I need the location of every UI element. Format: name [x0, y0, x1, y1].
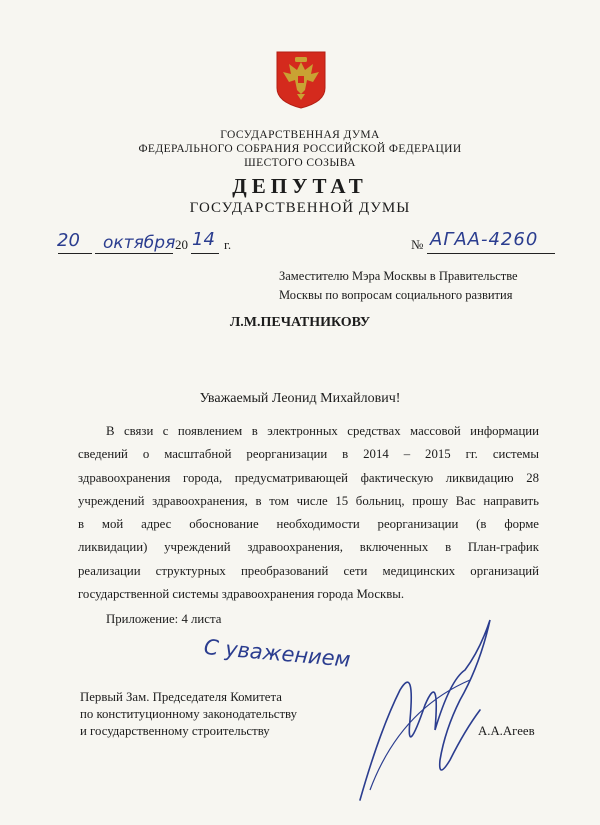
- body-line: ликвидации) учреждений здравоохранения, включенных в План-график: [78, 540, 539, 555]
- doc-number-label: №: [411, 237, 424, 252]
- body-line: государственной системы здравоохранения города Москвы.: [78, 587, 405, 602]
- attachment-note: Приложение: 4 листа: [106, 612, 222, 626]
- body-line: реализации структурных преобразований сети медицинских организаций: [78, 563, 539, 578]
- org-line-3: ШЕСТОГО СОЗЫВА: [244, 157, 356, 169]
- org-line-2: ФЕДЕРАЛЬНОГО СОБРАНИЯ РОССИЙСКОЙ ФЕДЕРАЦИИ: [138, 143, 462, 155]
- handwritten-closing: С уважением: [202, 635, 352, 672]
- letterhead-title: ДЕПУТАТ: [232, 174, 368, 198]
- date-month: октября: [103, 233, 176, 253]
- signature-scribble: [340, 610, 510, 810]
- signatory-title-line-3: и государственному строительству: [80, 724, 270, 738]
- date-year-abbr: г.: [224, 237, 232, 252]
- body-line: в мой адрес обоснование необходимости реорганизации (в форме: [78, 517, 539, 532]
- signatory-title-line-2: по конституционному законодательству: [80, 707, 298, 721]
- body-line: здравоохранения города, предусматривающей фактическую ликвидацию 28: [78, 470, 539, 485]
- greeting: Уважаемый Леонид Михайлович!: [199, 391, 401, 406]
- body-line: В связи с появлением в электронных средствах массовой информации: [106, 424, 539, 438]
- date-year-prefix: 20: [175, 237, 188, 252]
- body-paragraph: [78, 420, 539, 606]
- date-year-suffix: 14: [192, 229, 215, 250]
- signatory-title-line-1: Первый Зам. Председателя Комитета: [80, 690, 282, 704]
- date-day: 20: [57, 230, 80, 251]
- org-line-1: ГОСУДАРСТВЕННАЯ ДУМА: [220, 129, 380, 141]
- letterhead-subtitle: ГОСУДАРСТВЕННОЙ ДУМЫ: [189, 200, 411, 216]
- signatory-name: А.А.Агеев: [478, 724, 535, 738]
- doc-number: АГАА-4260: [430, 229, 539, 250]
- recipient-name: Л.М.ПЕЧАТНИКОВУ: [229, 315, 371, 330]
- coat-of-arms-icon: [275, 50, 327, 110]
- body-line: учреждений здравоохранения, в том числе 15 больниц, прошу Вас направить: [78, 493, 539, 508]
- recipient-line-2: Москвы по вопросам социального развития: [279, 288, 513, 302]
- body-line: сведений о масштабной реорганизации в 2014 – 2015 гг. системы: [78, 447, 539, 462]
- recipient-line-1: Заместителю Мэра Москвы в Правительстве: [279, 269, 518, 283]
